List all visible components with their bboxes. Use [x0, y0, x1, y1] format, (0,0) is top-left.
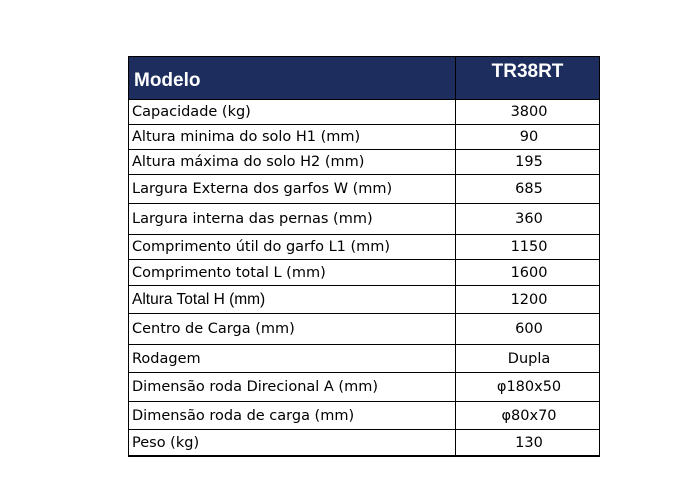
- table-row: [129, 286, 600, 314]
- spec-table: [128, 56, 600, 457]
- row-label: Largura Externa dos garfos W (mm): [129, 175, 456, 204]
- header-model-label: Modelo: [129, 57, 456, 100]
- row-value: 360: [456, 204, 600, 235]
- row-label: Dimensão roda de carga (mm): [129, 402, 456, 430]
- table-row: [129, 235, 600, 260]
- row-label: Altura minima do solo H1 (mm): [129, 125, 456, 150]
- row-value: 600: [456, 314, 600, 345]
- table-row: [129, 204, 600, 235]
- row-label: Altura máxima do solo H2 (mm): [129, 150, 456, 175]
- row-value: 195: [456, 150, 600, 175]
- table-header-row: [129, 57, 600, 100]
- row-value: 90: [456, 125, 600, 150]
- table-row: [129, 150, 600, 175]
- row-label: Rodagem: [129, 345, 456, 373]
- row-label: Largura interna das pernas (mm): [129, 204, 456, 235]
- row-value: 1200: [456, 286, 600, 314]
- table-row: [129, 260, 600, 286]
- table-row: [129, 100, 600, 125]
- row-value: Dupla: [456, 345, 600, 373]
- row-label: Comprimento total L (mm): [129, 260, 456, 286]
- row-label: Peso (kg): [129, 430, 456, 457]
- row-value: 1600: [456, 260, 600, 286]
- row-label: Altura Total H (mm): [129, 286, 456, 314]
- row-label: Capacidade (kg): [129, 100, 456, 125]
- table-row: [129, 373, 600, 402]
- table-row: [129, 402, 600, 430]
- table-row: [129, 345, 600, 373]
- table-row: [129, 430, 600, 457]
- row-label: Comprimento útil do garfo L1 (mm): [129, 235, 456, 260]
- row-value: φ80x70: [456, 402, 600, 430]
- row-value: 685: [456, 175, 600, 204]
- table-row: [129, 314, 600, 345]
- row-value: φ180x50: [456, 373, 600, 402]
- row-value: 130: [456, 430, 600, 457]
- table-row: [129, 175, 600, 204]
- table-row: [129, 125, 600, 150]
- row-value: 3800: [456, 100, 600, 125]
- row-label: Dimensão roda Direcional A (mm): [129, 373, 456, 402]
- row-label: Centro de Carga (mm): [129, 314, 456, 345]
- header-model-value: TR38RT: [456, 57, 600, 100]
- row-value: 1150: [456, 235, 600, 260]
